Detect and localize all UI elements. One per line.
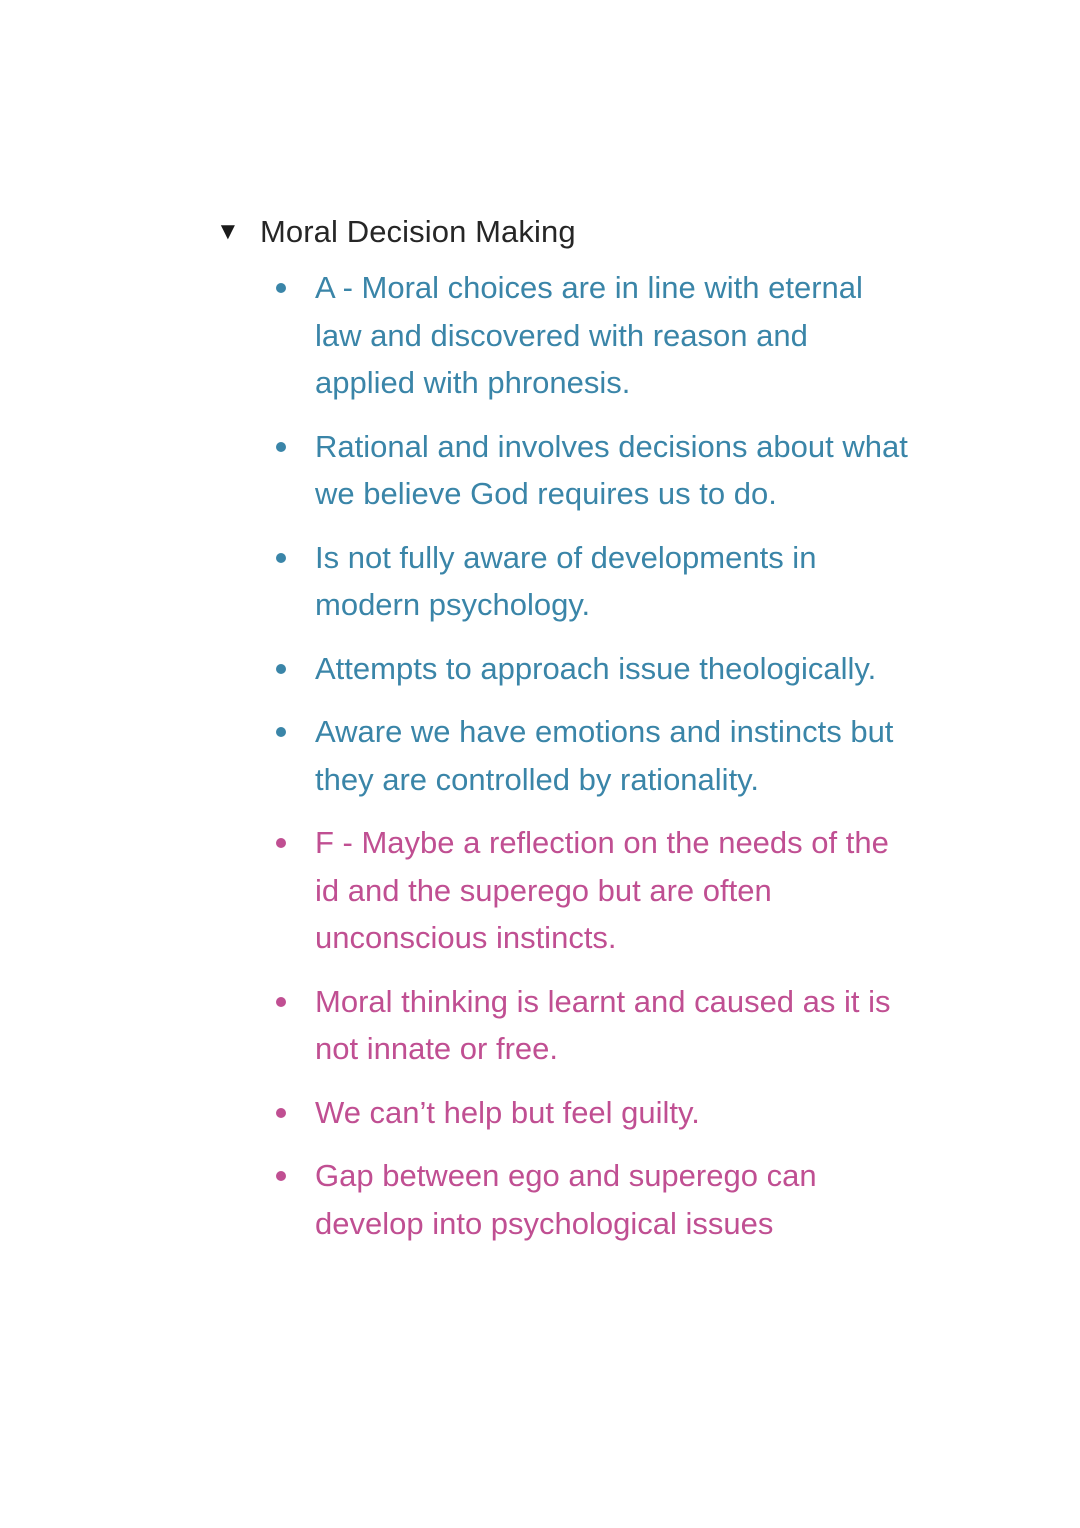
list-item — [270, 1152, 915, 1247]
bullet-dot-icon — [276, 442, 286, 452]
list-item-text: Moral thinking is learnt and caused as it is not innate or free. — [315, 983, 891, 1066]
bullet-dot-icon — [276, 727, 286, 737]
list-item — [270, 1089, 915, 1137]
bullet-dot-icon — [276, 283, 286, 293]
bullet-dot-icon — [276, 1108, 286, 1118]
list-item-text: Gap between ego and superego can develop into psychological issues — [315, 1158, 817, 1241]
bullet-dot-icon — [276, 838, 286, 848]
bullet-dot-icon — [276, 664, 286, 674]
list-item-text: Aware we have emotions and instincts but they are controlled by rationality. — [315, 714, 894, 797]
bullet-dot-icon — [276, 553, 286, 563]
toggle-title: Moral Decision Making — [260, 214, 576, 249]
list-item-text: Attempts to approach issue theologically. — [315, 650, 877, 686]
list-item — [270, 423, 915, 518]
list-item — [270, 534, 915, 629]
toggle-header[interactable] — [212, 206, 972, 258]
list-item-text: Rational and involves decisions about what we believe God requires us to do. — [315, 428, 908, 511]
bullet-dot-icon — [276, 1171, 286, 1181]
list-item-text: Is not fully aware of developments in modern psychology. — [315, 539, 817, 622]
list-item — [270, 708, 915, 803]
list-item-text: We can’t help but feel guilty. — [315, 1094, 700, 1130]
triangle-down-icon[interactable]: ▼ — [216, 218, 240, 245]
list-item-text: A - Moral choices are in line with eternal law and discovered with reason and applied with phronesis. — [315, 270, 863, 400]
bullet-list — [212, 264, 972, 1247]
list-item — [270, 264, 915, 407]
list-item — [270, 819, 915, 962]
list-item-text: F - Maybe a reflection on the needs of the id and the superego but are often unconscious instincts. — [315, 825, 889, 955]
bullet-dot-icon — [276, 997, 286, 1007]
list-item — [270, 645, 915, 693]
list-item — [270, 978, 915, 1073]
toggle-block — [212, 206, 972, 1263]
